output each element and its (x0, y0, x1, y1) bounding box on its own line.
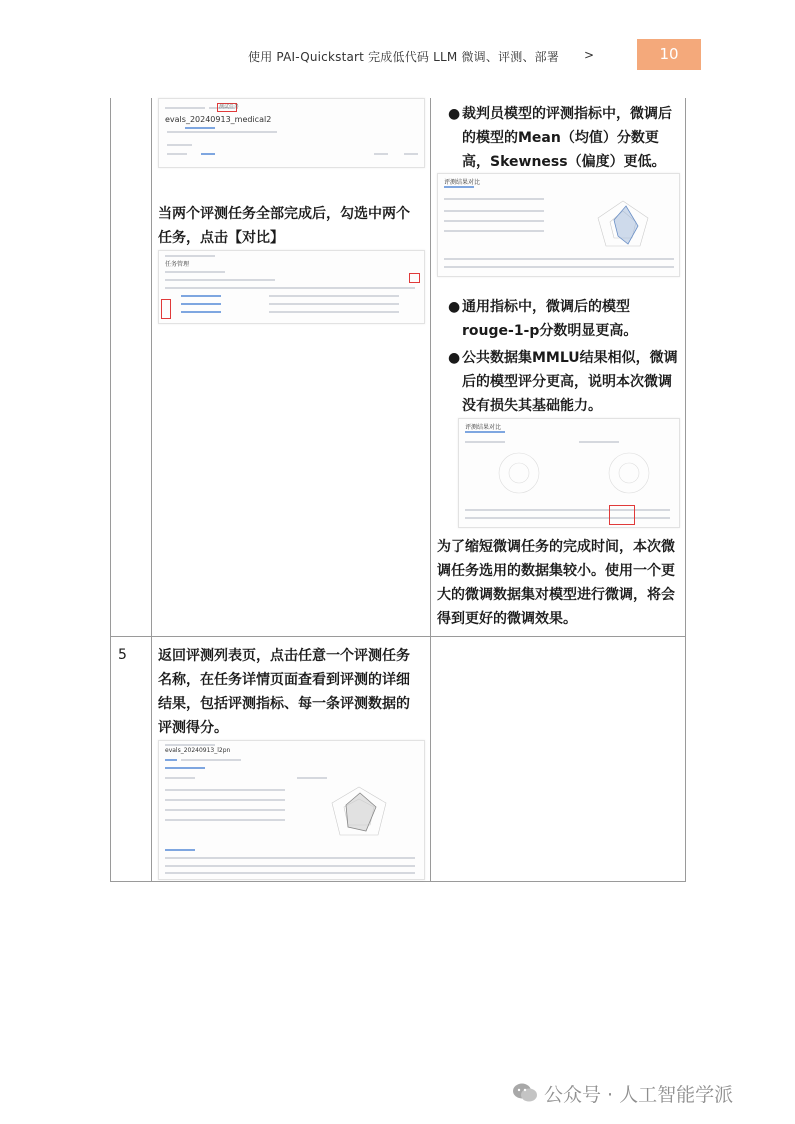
row5-instruction-text: 返回评测列表页，点击任意一个评测任务名称，在任务详情页面查看到评测的详细结果，包括评测指标、每一条评测数据的评测得分。 (158, 648, 410, 736)
bullet-mmlu-text: 公共数据集MMLU结果相似，微调后的模型评分更高，说明本次微调没有损失其基础能力。 (462, 350, 678, 414)
wechat-watermark (512, 1080, 733, 1109)
screenshot-eval-compare-2 (458, 418, 680, 528)
compare-title-2: 评测结果对比 (465, 424, 502, 431)
screenshot-task-management (158, 250, 425, 324)
screenshot-eval-task-detail (158, 98, 425, 168)
bullet-judge-model-text: 裁判员模型的评测指标中，微调后的模型的Mean（均值）分数更高，Skewness（偏度）更低。 (462, 106, 672, 170)
bullet-dot: ● (448, 350, 461, 366)
bullet-general-metrics (448, 295, 680, 343)
next-page-arrow[interactable]: > (584, 48, 595, 62)
compare-instruction-text: 当两个评测任务全部完成后，勾选中两个任务，点击【对比】 (158, 206, 410, 246)
radar-chart-left-icon (489, 447, 549, 499)
bullet-dot: ● (448, 106, 461, 122)
radar-chart-detail-icon (324, 781, 394, 843)
radar-chart-right-icon (599, 447, 659, 499)
eval-detail-title: evals_20240913_l2pn (165, 747, 231, 754)
watermark-text: 公众号 · 人工智能学派 (544, 1084, 734, 1106)
bullet-mmlu (448, 346, 680, 418)
row-number: 5 (118, 647, 127, 663)
bullet-general-metrics-text: 通用指标中，微调后的模型rouge-1-p分数明显更高。 (462, 299, 638, 339)
task-management-title: 任务管理 (165, 261, 190, 268)
screenshot-eval-compare-1 (437, 173, 680, 277)
bullet-judge-model (448, 102, 680, 174)
page-number-badge: 10 (637, 39, 701, 70)
header-title: 使用 PAI-Quickstart 完成低代码 LLM 微调、评测、部署 (248, 50, 560, 64)
radar-chart-icon (588, 196, 658, 256)
wechat-icon (512, 1082, 538, 1109)
task-tab-label: 测试任务 (219, 104, 240, 110)
screenshot-eval-detail (158, 740, 425, 880)
bullet-dot: ● (448, 299, 461, 315)
conclusion-text: 为了缩短微调任务的完成时间，本次微调任务选用的数据集较小。使用一个更大的微调数据集对模型进行微调，将会得到更好的微调效果。 (437, 539, 675, 627)
compare-title-1: 评测结果对比 (444, 179, 481, 186)
eval-task-title: evals_20240913_medical2 (165, 115, 272, 124)
